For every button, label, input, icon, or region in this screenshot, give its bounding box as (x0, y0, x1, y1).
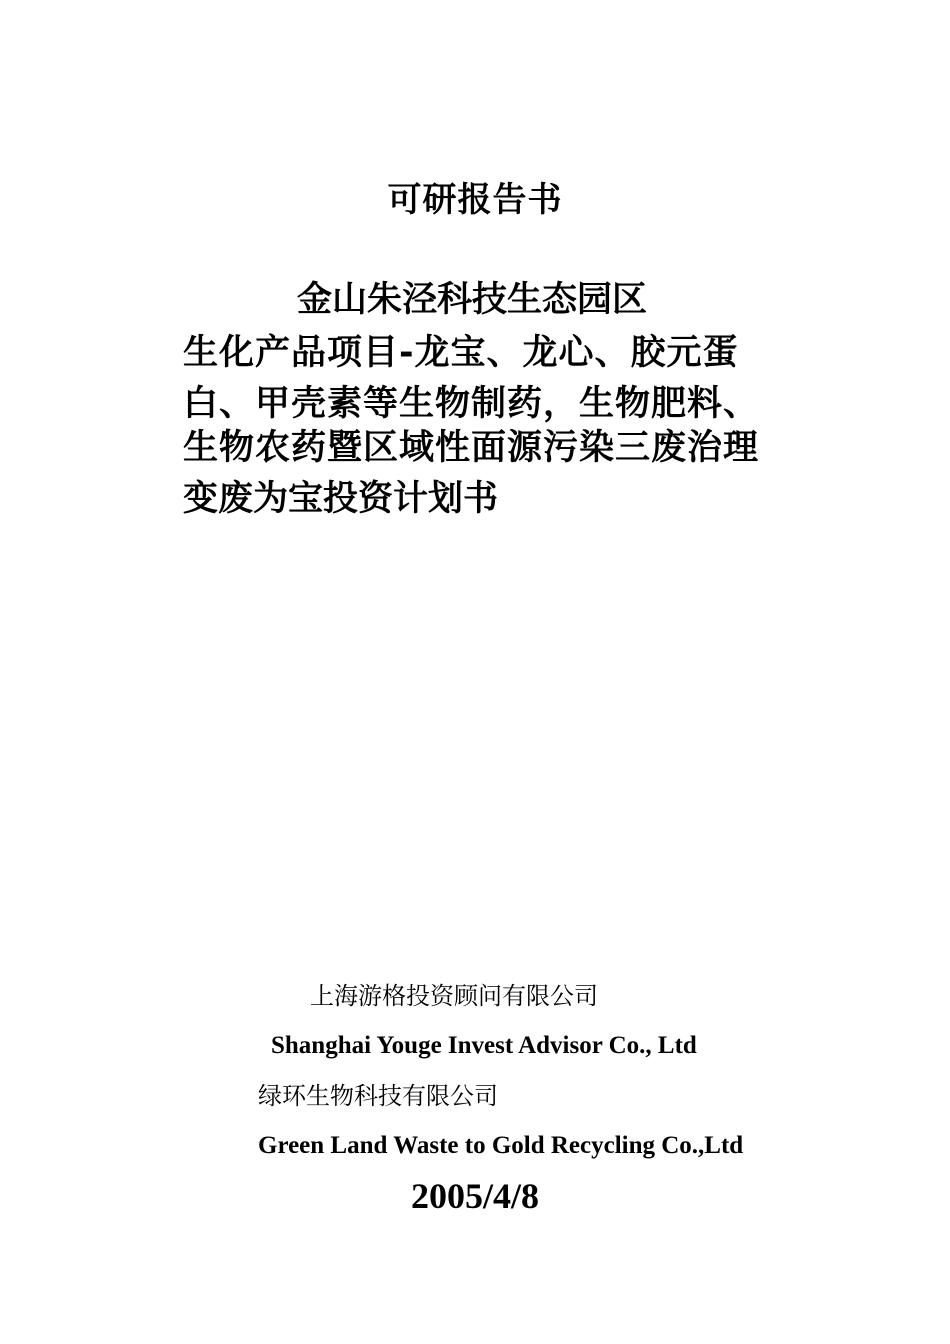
project-title-line-3: 白、甲壳素等生物制药，生物肥料、 (183, 384, 760, 424)
project-title-line-1: 金山朱泾科技生态园区 (297, 280, 648, 320)
company-name-english: Green Land Waste to Gold Recycling Co.,Ltd (258, 1132, 744, 1159)
document-date: 2005/4/8 (410, 1176, 539, 1216)
project-title-line-5: 变废为宝投资计划书 (183, 479, 499, 519)
project-title-line-2: 生化产品项目-龙宝、龙心、胶元蛋 (183, 333, 739, 373)
project-title-line-4: 生物农药暨区域性面源污染三废治理 (183, 428, 760, 468)
advisor-name-english: Shanghai Youge Invest Advisor Co., Ltd (271, 1032, 697, 1059)
report-type-heading: 可研报告书 (387, 180, 563, 220)
advisor-name-chinese: 上海游格投资顾问有限公司 (310, 982, 598, 1010)
company-name-chinese: 绿环生物科技有限公司 (258, 1082, 498, 1110)
